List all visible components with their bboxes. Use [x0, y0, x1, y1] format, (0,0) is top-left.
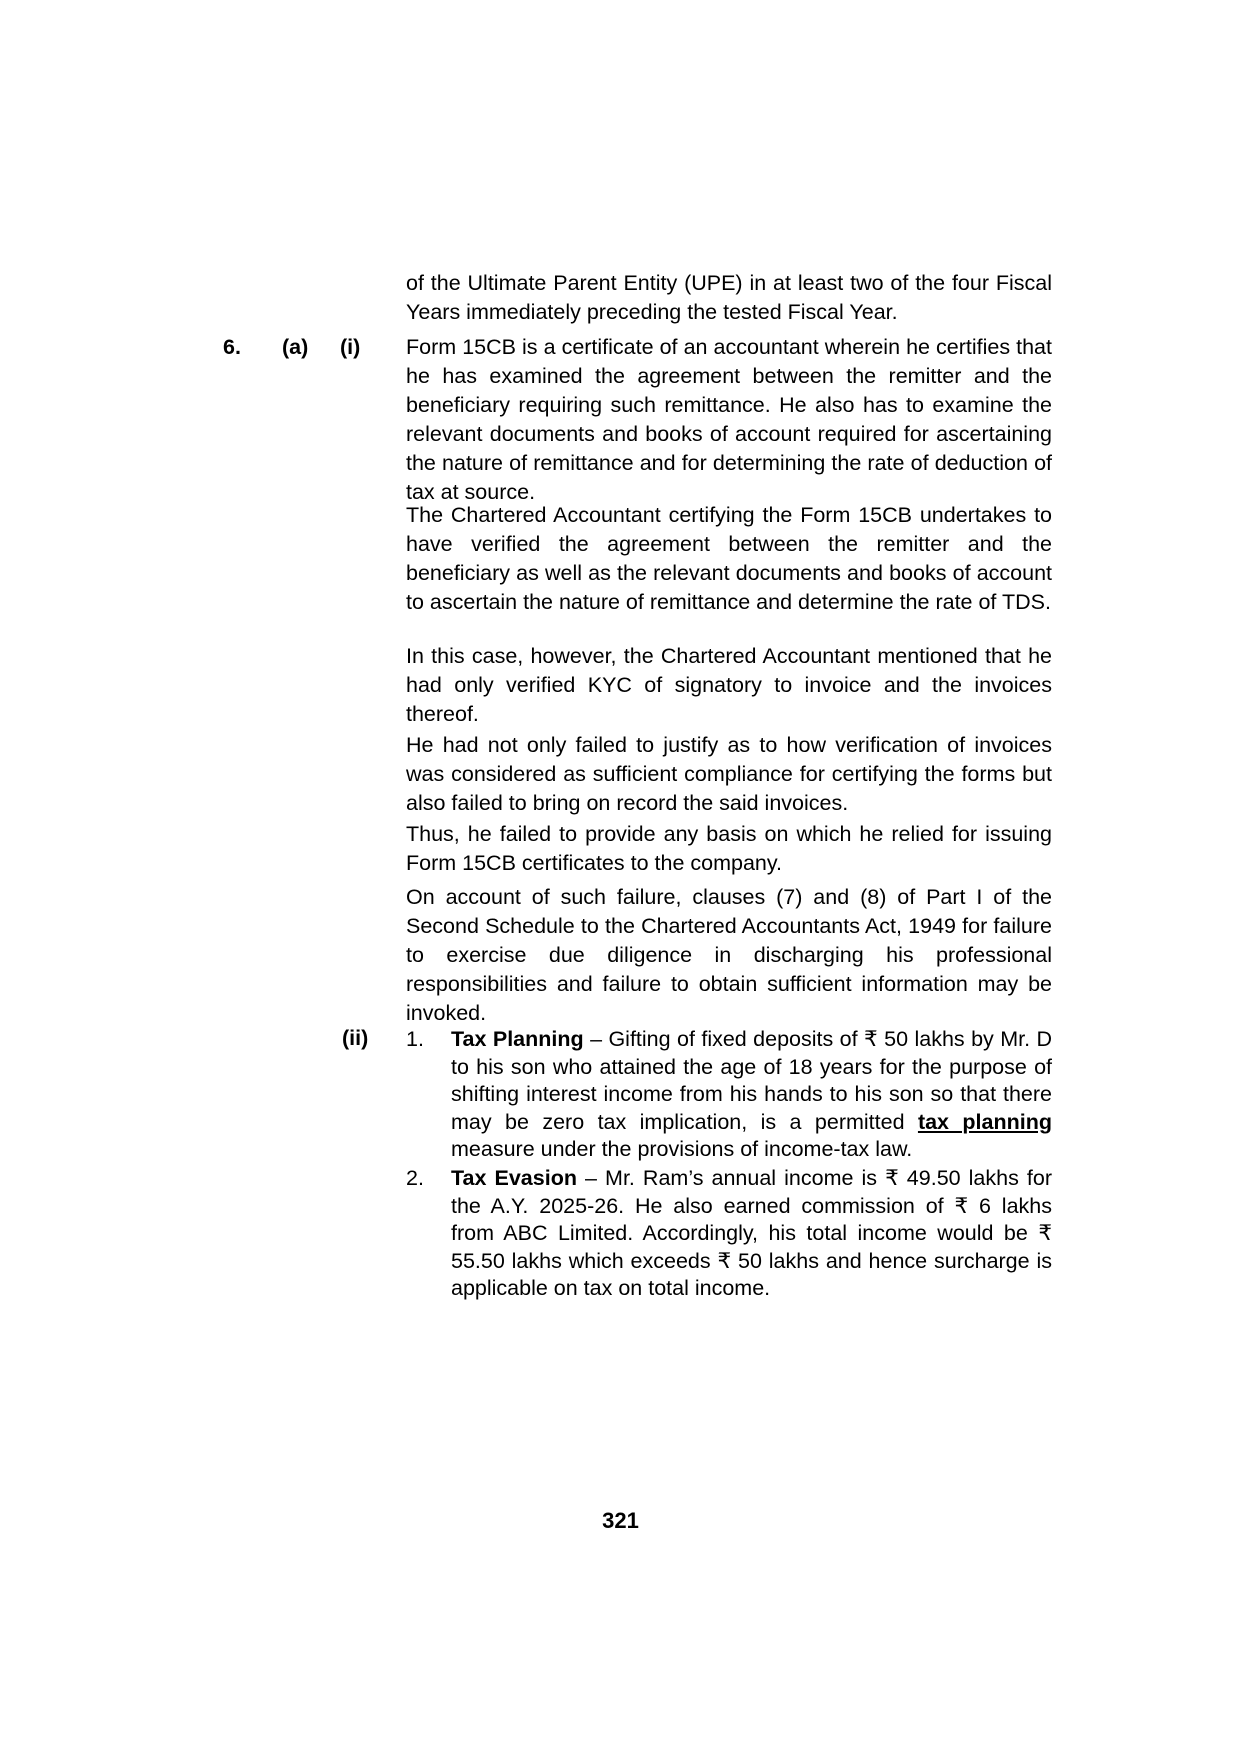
tax-planning-text-end: measure under the provisions of income-tax law.: [451, 1137, 913, 1161]
tax-planning-emphasis: tax planning: [917, 1109, 1052, 1134]
tax-planning-heading: Tax Planning: [451, 1027, 584, 1051]
continuation-paragraph: of the Ultimate Parent Entity (UPE) in at least two of the four Fiscal Years immediately preceding the tested Fiscal Year.: [406, 271, 1052, 324]
tax-evasion-heading: Tax Evasion: [451, 1166, 577, 1190]
tax-planning-text: – Gifting of fixed deposits of ₹ 50 lakhs by Mr. D to his son who attained the age of 18 years for the purpose of shifting interest income from his hands to his son so that there may be zero tax implication, is a permitted: [451, 1027, 1052, 1134]
list-item: [451, 1026, 1052, 1164]
sub-question-i: (i): [340, 335, 361, 359]
list-item-number: 1.: [406, 1027, 424, 1051]
page-number: 321: [602, 1508, 639, 1533]
sub-question-ii: (ii): [342, 1026, 369, 1050]
question-number: 6.: [223, 335, 241, 359]
tax-evasion-text: – Mr. Ram’s annual income is ₹ 49.50 lakhs for the A.Y. 2025-26. He also earned commission of ₹ 6 lakhs from ABC Limited. Accordingly, his total income would be ₹ 55.50 lakhs which exceeds ₹ 50 lakhs and hence surcharge is applicable on tax on total income.: [451, 1166, 1052, 1300]
answer-i-paragraph-6: On account of such failure, clauses (7) and (8) of Part I of the Second Schedule to the Chartered Accountants Act, 1949 for failure to exercise due diligence in discharging his professional responsibilities and failure to obtain sufficient information may be invoked.: [406, 885, 1052, 1025]
answer-i-paragraph-3: In this case, however, the Chartered Accountant mentioned that he had only verified KYC of signatory to invoice and the invoices thereof.: [406, 644, 1052, 726]
list-item-number: 2.: [406, 1166, 424, 1190]
answer-i-paragraph-5: Thus, he failed to provide any basis on which he relied for issuing Form 15CB certificates to the company.: [406, 822, 1052, 875]
answer-i-paragraph-1: Form 15CB is a certificate of an accountant wherein he certifies that he has examined the agreement between the remitter and the beneficiary requiring such remittance. He also has to examine the relevant documents and books of account required for ascertaining the nature of remittance and for determining the rate of deduction of tax at source.: [406, 335, 1052, 504]
list-item: [451, 1165, 1052, 1303]
answer-i-paragraph-4: He had not only failed to justify as to how verification of invoices was considered as sufficient compliance for certifying the forms but also failed to bring on record the said invoices.: [406, 733, 1052, 815]
answer-i-paragraph-2: The Chartered Accountant certifying the Form 15CB undertakes to have verified the agreement between the remitter and the beneficiary as well as the relevant documents and books of account to ascertain the nature of remittance and determine the rate of TDS.: [406, 503, 1052, 614]
question-part: (a): [282, 335, 309, 359]
